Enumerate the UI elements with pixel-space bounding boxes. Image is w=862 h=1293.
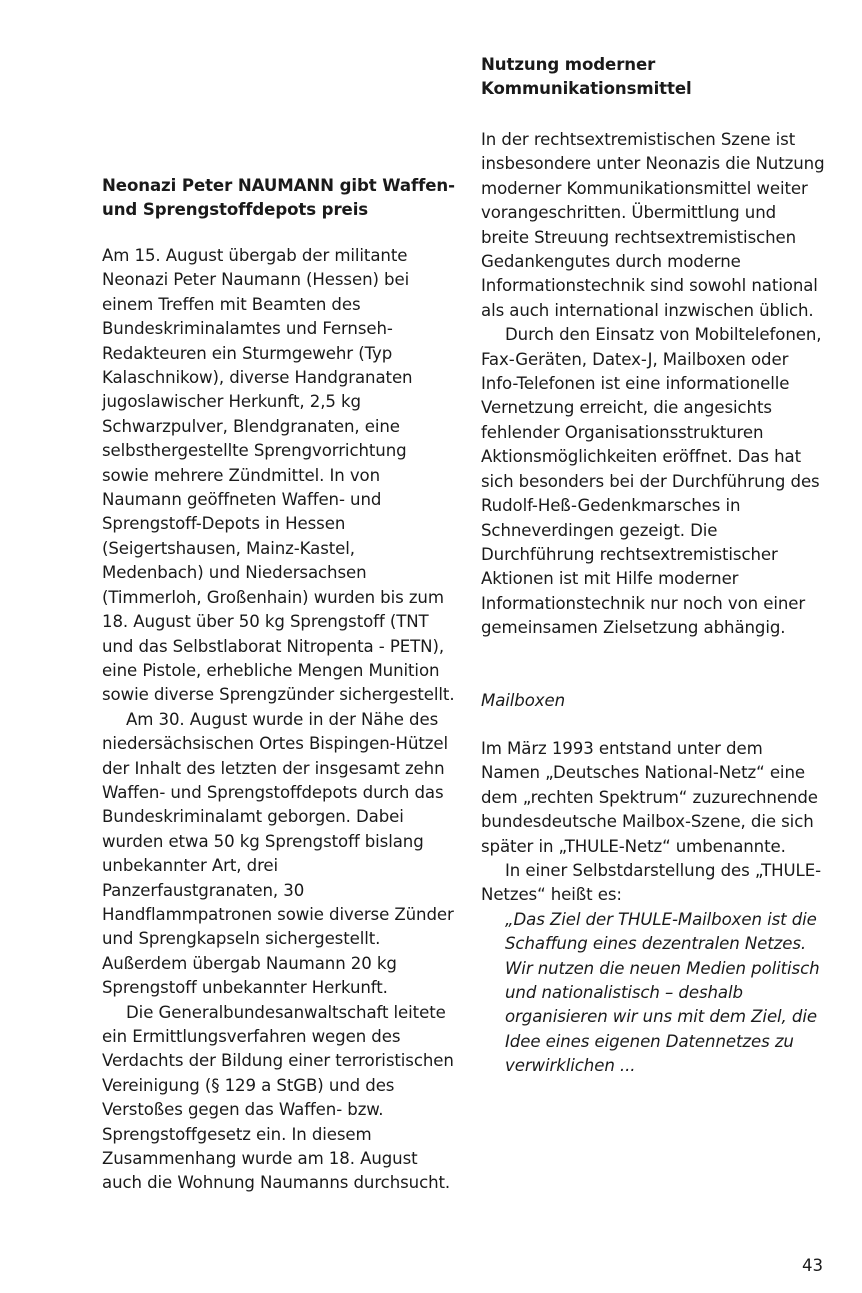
paragraph: Die Generalbundesanwaltschaft leitete ein Ermittlungsverfahren wegen des Verdachts der Bildung einer terroristischen Vereinigung (§ 129 a StGB) und des Verstoßes gegen das Waffen- bzw. Sprengstoffgesetz ein. In diesem Zusammenhang wurde am 18. August auch die Wohnung Naumanns durchsucht.: [102, 1002, 454, 1193]
subheading-mailboxen: Mailboxen: [481, 690, 566, 710]
left-column: [102, 174, 457, 1196]
block-quote: „Das Ziel der THULE-Mailboxen ist die Schaffung eines dezentralen Netzes. Wir nutzen die neuen Medien politisch und nationalistisch – deshalb organisieren wir uns mit dem Ziel, die Idee eines eigenen Datennetzes zu verwirklichen ...: [505, 909, 820, 1076]
article-heading-naumann: Neonazi Peter NAUMANN gibt Waffen- und Sprengstoffdepots preis: [102, 176, 455, 219]
paragraph: Im März 1993 entstand unter dem Namen „Deutsches National-Netz“ eine dem „rechten Spektrum“ zuzurechnende bundesdeutsche Mailbox-Szene, die sich später in „THULE-Netz“ umbenannte.: [481, 738, 818, 856]
paragraph: In einer Selbstdarstellung des „THULE-Netzes“ heißt es:: [481, 860, 821, 905]
paragraph: In der rechtsextremistischen Szene ist insbesondere unter Neonazis die Nutzung moderner Kommunikationsmittel weiter vorangeschritten. Übermittlung und breite Streuung rechtsextremistischen Gedankengutes durch moderne Informationstechnik sind sowohl national als auch international inzwischen üblich.: [481, 130, 825, 320]
paragraph: Am 15. August übergab der militante Neonazi Peter Naumann (Hessen) bei einem Treffen mit Beamten des Bundeskriminalamtes und Fernseh-Redakteuren ein Sturmgewehr (Typ Kalaschnikow), diverse Handgranaten jugoslawischer Herkunft, 2,5 kg Schwarzpulver, Blendgranaten, eine selbsthergestellte Sprengvorrichtung sowie mehrere Zündmittel. In von Naumann geöffneten Waffen- und Sprengstoff-Depots in Hessen (Seigertshausen, Mainz-Kastel, Medenbach) und Niedersachsen (Timmerloh, Großenhain) wurden bis zum 18. August über 50 kg Sprengstoff (TNT und das Selbstlaborat Nitropenta - PETN), eine Pistole, erhebliche Mengen Munition sowie diverse Sprengzünder sichergestellt.: [102, 246, 455, 705]
article-heading-communication: Nutzung moderner Kommunikationsmittel: [481, 55, 692, 98]
paragraph: Am 30. August wurde in der Nähe des niedersächsischen Ortes Bispingen-Hützel der Inhalt des letzten der insgesamt zehn Waffen- und Sprengstoffdepots durch das Bundeskriminalamt geborgen. Dabei wurden etwa 50 kg Sprengstoff bislang unbekannter Art, drei Panzerfaustgranaten, 30 Handflammpatronen sowie diverse Zünder und Sprengkapseln sichergestellt. Außerdem übergab Naumann 20 kg Sprengstoff unbekannter Herkunft.: [102, 709, 454, 998]
right-column: [481, 53, 826, 1079]
page-number: 43: [802, 1256, 824, 1275]
paragraph: Durch den Einsatz von Mobiltelefonen, Fax-Geräten, Datex-J, Mailboxen oder Info-Telefonen ist eine informationelle Vernetzung erreicht, die angesichts fehlender Organisationsstrukturen Aktionsmöglichkeiten eröffnet. Das hat sich besonders bei der Durchführung des Rudolf-Heß-Gedenkmarsches in Schneverdingen gezeigt. Die Durchführung rechtsextremistischer Aktionen ist mit Hilfe moderner Informationstechnik nur noch von einer gemeinsamen Zielsetzung abhängig.: [481, 325, 822, 638]
